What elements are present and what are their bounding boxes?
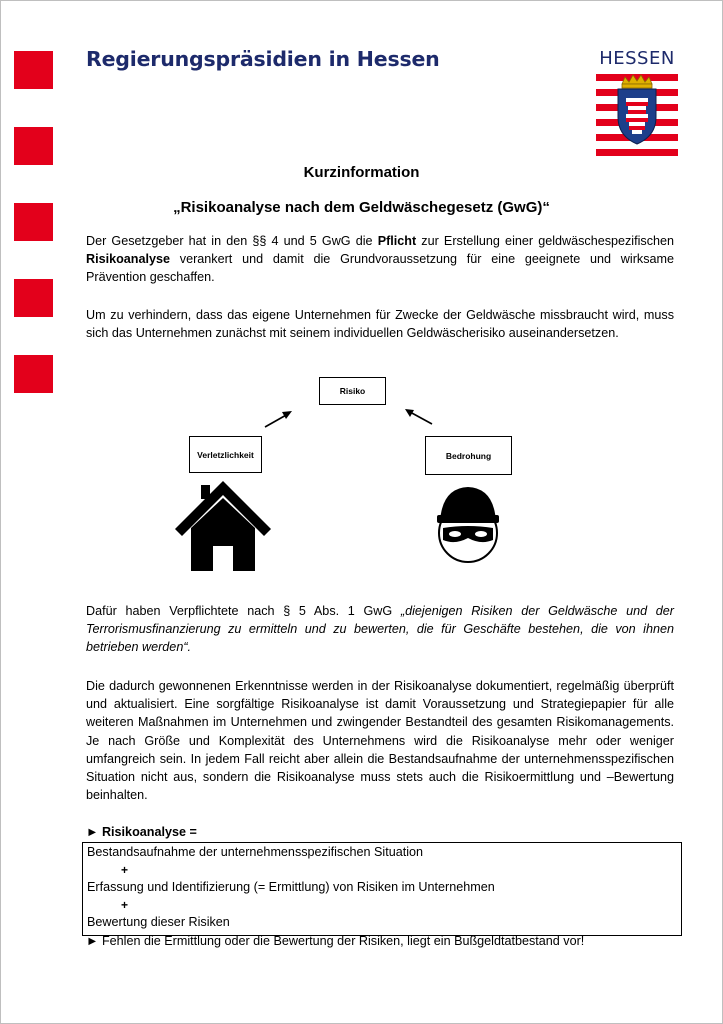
formula-line-evaluation: Bewertung dieser Risiken — [87, 915, 230, 929]
paragraph-text: Dafür haben Verpflichtete nach § 5 Abs. 1 GwG — [86, 604, 401, 618]
paragraph-text: verankert und damit die Grundvoraussetzung für eine geeignete und wirksame Prävention geschaffen. — [86, 252, 674, 285]
formula-line-identification: Erfassung und Identifizierung (= Ermittlung) von Risiken im Unternehmen — [87, 880, 495, 894]
formula-title: ► Risikoanalyse = — [86, 825, 197, 839]
paragraph-legal-basis — [86, 602, 674, 657]
paragraph-purpose: Um zu verhindern, dass das eigene Unternehmen für Zwecke der Geldwäsche missbraucht wird, muss sich das Unternehmen zunächst mit seinem individuellen Geldwäscherisiko auseinandersetzen. — [86, 308, 674, 341]
penalty-warning: ► Fehlen die Ermittlung oder die Bewertung der Risiken, liegt ein Bußgeldtatbestand vor! — [86, 934, 585, 948]
document-kicker: Kurzinformation — [303, 164, 420, 181]
house-icon — [175, 481, 271, 571]
threat-box: Bedrohung — [425, 436, 512, 475]
formula-plus: + — [121, 863, 129, 877]
emphasis-risikoanalyse: Risikoanalyse — [86, 252, 171, 267]
vulnerability-box: Verletzlichkeit — [189, 436, 262, 473]
formula-box — [82, 842, 682, 936]
paragraph-text: zur Erstellung einer geldwäschespezifischen — [416, 234, 675, 248]
formula-line-inventory: Bestandsaufnahme der unternehmensspezifischen Situation — [87, 845, 424, 859]
document-title: „Risikoanalyse nach dem Geldwäschegesetz (GwG)“ — [173, 199, 550, 216]
paragraph-documentation: Die dadurch gewonnenen Erkenntnisse werden in der Risikoanalyse dokumentiert, regelmäßig überprüft und aktualisiert. Eine sorgfältige Risikoanalyse ist damit Voraussetzung und Strategiepapier für alle weiteren Maßnahmen im Unternehmen und zwingender Bestandteil des gesamten Risikomanagements. Je nach Größe und Komplexität des Unternehmens wird die Risikoanalyse mehr oder weniger umfangreich sein. In jedem Fall reicht aber allein die Bestandsaufnahme der unternehmensspezifischen Situation nicht aus, sondern die Risikoanalyse muss stets auch die Risikoermittlung und –Bewertung beinhalten. — [86, 679, 674, 803]
paragraph-text: Der Gesetzgeber hat in den §§ 4 und 5 GwG die — [86, 234, 378, 248]
risk-box: Risiko — [319, 377, 386, 405]
emphasis-pflicht: Pflicht — [377, 234, 417, 248]
logo-wordmark: HESSEN — [599, 48, 675, 69]
arrow-threat-to-risk — [410, 412, 432, 424]
arrowhead-icon — [282, 411, 292, 419]
legal-quote: „diejenigen Risiken der Geldwäsche und der Terrorismusfinanzierung zu ermitteln und zu bewerten, die für Geschäfte bestehen, die von ihnen betrieben werden“. — [86, 604, 674, 655]
organization-title: Regierungspräsidien in Hessen — [86, 47, 440, 71]
formula-plus: + — [121, 898, 129, 912]
burglar-icon — [437, 487, 499, 562]
